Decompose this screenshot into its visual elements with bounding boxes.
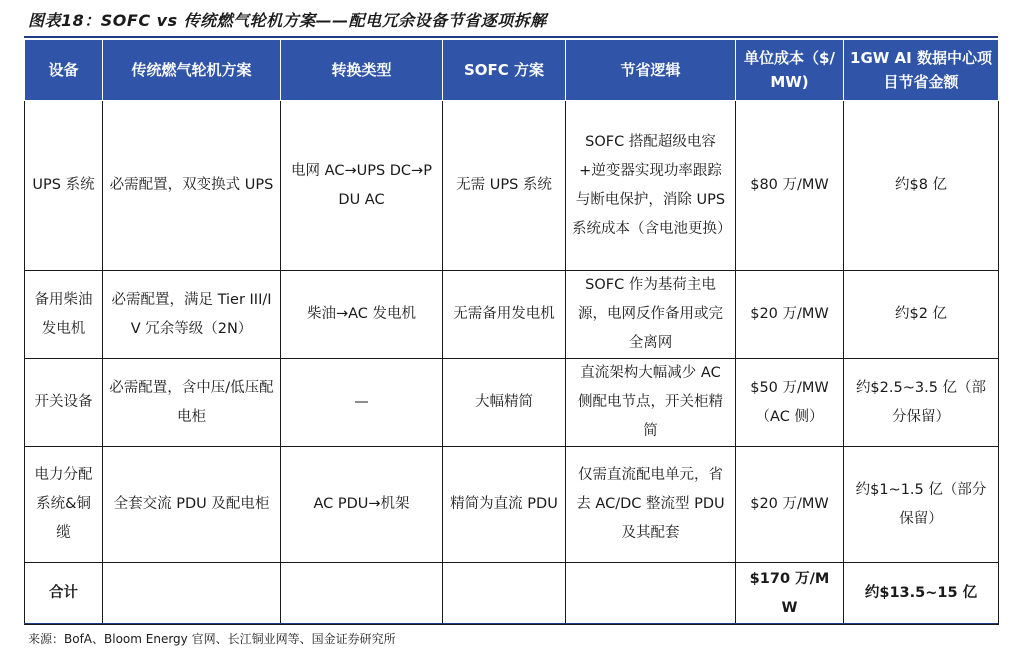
cell-savings: 约$2 亿 xyxy=(844,271,999,359)
cell-traditional: 必需配置，含中压/低压配电柜 xyxy=(103,359,281,447)
cell-unit-cost: $50 万/MW（AC 侧） xyxy=(736,359,844,447)
cell-logic: 仅需直流配电单元，省去 AC/DC 整流型 PDU 及其配套 xyxy=(566,447,736,563)
cell-savings: 约$1~1.5 亿（部分保留） xyxy=(844,447,999,563)
header-equipment: 设备 xyxy=(25,40,103,101)
cell-equipment: 开关设备 xyxy=(25,359,103,447)
cell-empty xyxy=(281,563,443,625)
cell-savings: 约$2.5~3.5 亿（部分保留） xyxy=(844,359,999,447)
cell-conversion: AC PDU→机架 xyxy=(281,447,443,563)
cell-equipment: 电力分配系统&铜缆 xyxy=(25,447,103,563)
cell-total-label: 合计 xyxy=(25,563,103,625)
cell-empty xyxy=(103,563,281,625)
title-divider xyxy=(24,36,998,38)
table-row xyxy=(25,271,999,359)
table-total-row xyxy=(25,563,999,625)
cell-empty xyxy=(443,563,566,625)
header-conversion: 转换类型 xyxy=(281,40,443,101)
cell-unit-cost: $80 万/MW xyxy=(736,101,844,271)
table-header-row xyxy=(25,40,999,101)
cell-unit-cost: $20 万/MW xyxy=(736,271,844,359)
comparison-table xyxy=(24,39,999,625)
cell-traditional: 必需配置，满足 Tier III/IV 冗余等级（2N） xyxy=(103,271,281,359)
figure-title: 图表18：SOFC vs 传统燃气轮机方案——配电冗余设备节省逐项拆解 xyxy=(28,11,547,30)
cell-empty xyxy=(566,563,736,625)
header-sofc: SOFC 方案 xyxy=(443,40,566,101)
cell-savings: 约$8 亿 xyxy=(844,101,999,271)
cell-sofc: 无需备用发电机 xyxy=(443,271,566,359)
cell-total-unit-cost: $170 万/MW xyxy=(736,563,844,625)
header-savings: 1GW AI 数据中心项目节省金额 xyxy=(844,40,999,101)
cell-unit-cost: $20 万/MW xyxy=(736,447,844,563)
table-row xyxy=(25,101,999,271)
cell-sofc: 精简为直流 PDU xyxy=(443,447,566,563)
cell-equipment: 备用柴油发电机 xyxy=(25,271,103,359)
table-row xyxy=(25,359,999,447)
cell-traditional: 必需配置，双变换式 UPS xyxy=(103,101,281,271)
header-traditional: 传统燃气轮机方案 xyxy=(103,40,281,101)
cell-total-savings: 约$13.5~15 亿 xyxy=(844,563,999,625)
cell-logic: SOFC 搭配超级电容+逆变器实现功率跟踪与断电保护，消除 UPS 系统成本（含电池更换） xyxy=(566,101,736,271)
cell-sofc: 无需 UPS 系统 xyxy=(443,101,566,271)
cell-logic: 直流架构大幅减少 AC 侧配电节点，开关柜精简 xyxy=(566,359,736,447)
cell-conversion: 柴油→AC 发电机 xyxy=(281,271,443,359)
source-note: 来源：BofA、Bloom Energy 官网、长江铜业网等、国金证券研究所 xyxy=(28,632,396,646)
table-row xyxy=(25,447,999,563)
header-logic: 节省逻辑 xyxy=(566,40,736,101)
cell-conversion: — xyxy=(281,359,443,447)
cell-traditional: 全套交流 PDU 及配电柜 xyxy=(103,447,281,563)
cell-conversion: 电网 AC→UPS DC→PDU AC xyxy=(281,101,443,271)
cell-equipment: UPS 系统 xyxy=(25,101,103,271)
source-divider xyxy=(24,623,998,624)
header-unit-cost: 单位成本（$/MW) xyxy=(736,40,844,101)
cell-sofc: 大幅精简 xyxy=(443,359,566,447)
cell-logic: SOFC 作为基荷主电源，电网反作备用或完全离网 xyxy=(566,271,736,359)
